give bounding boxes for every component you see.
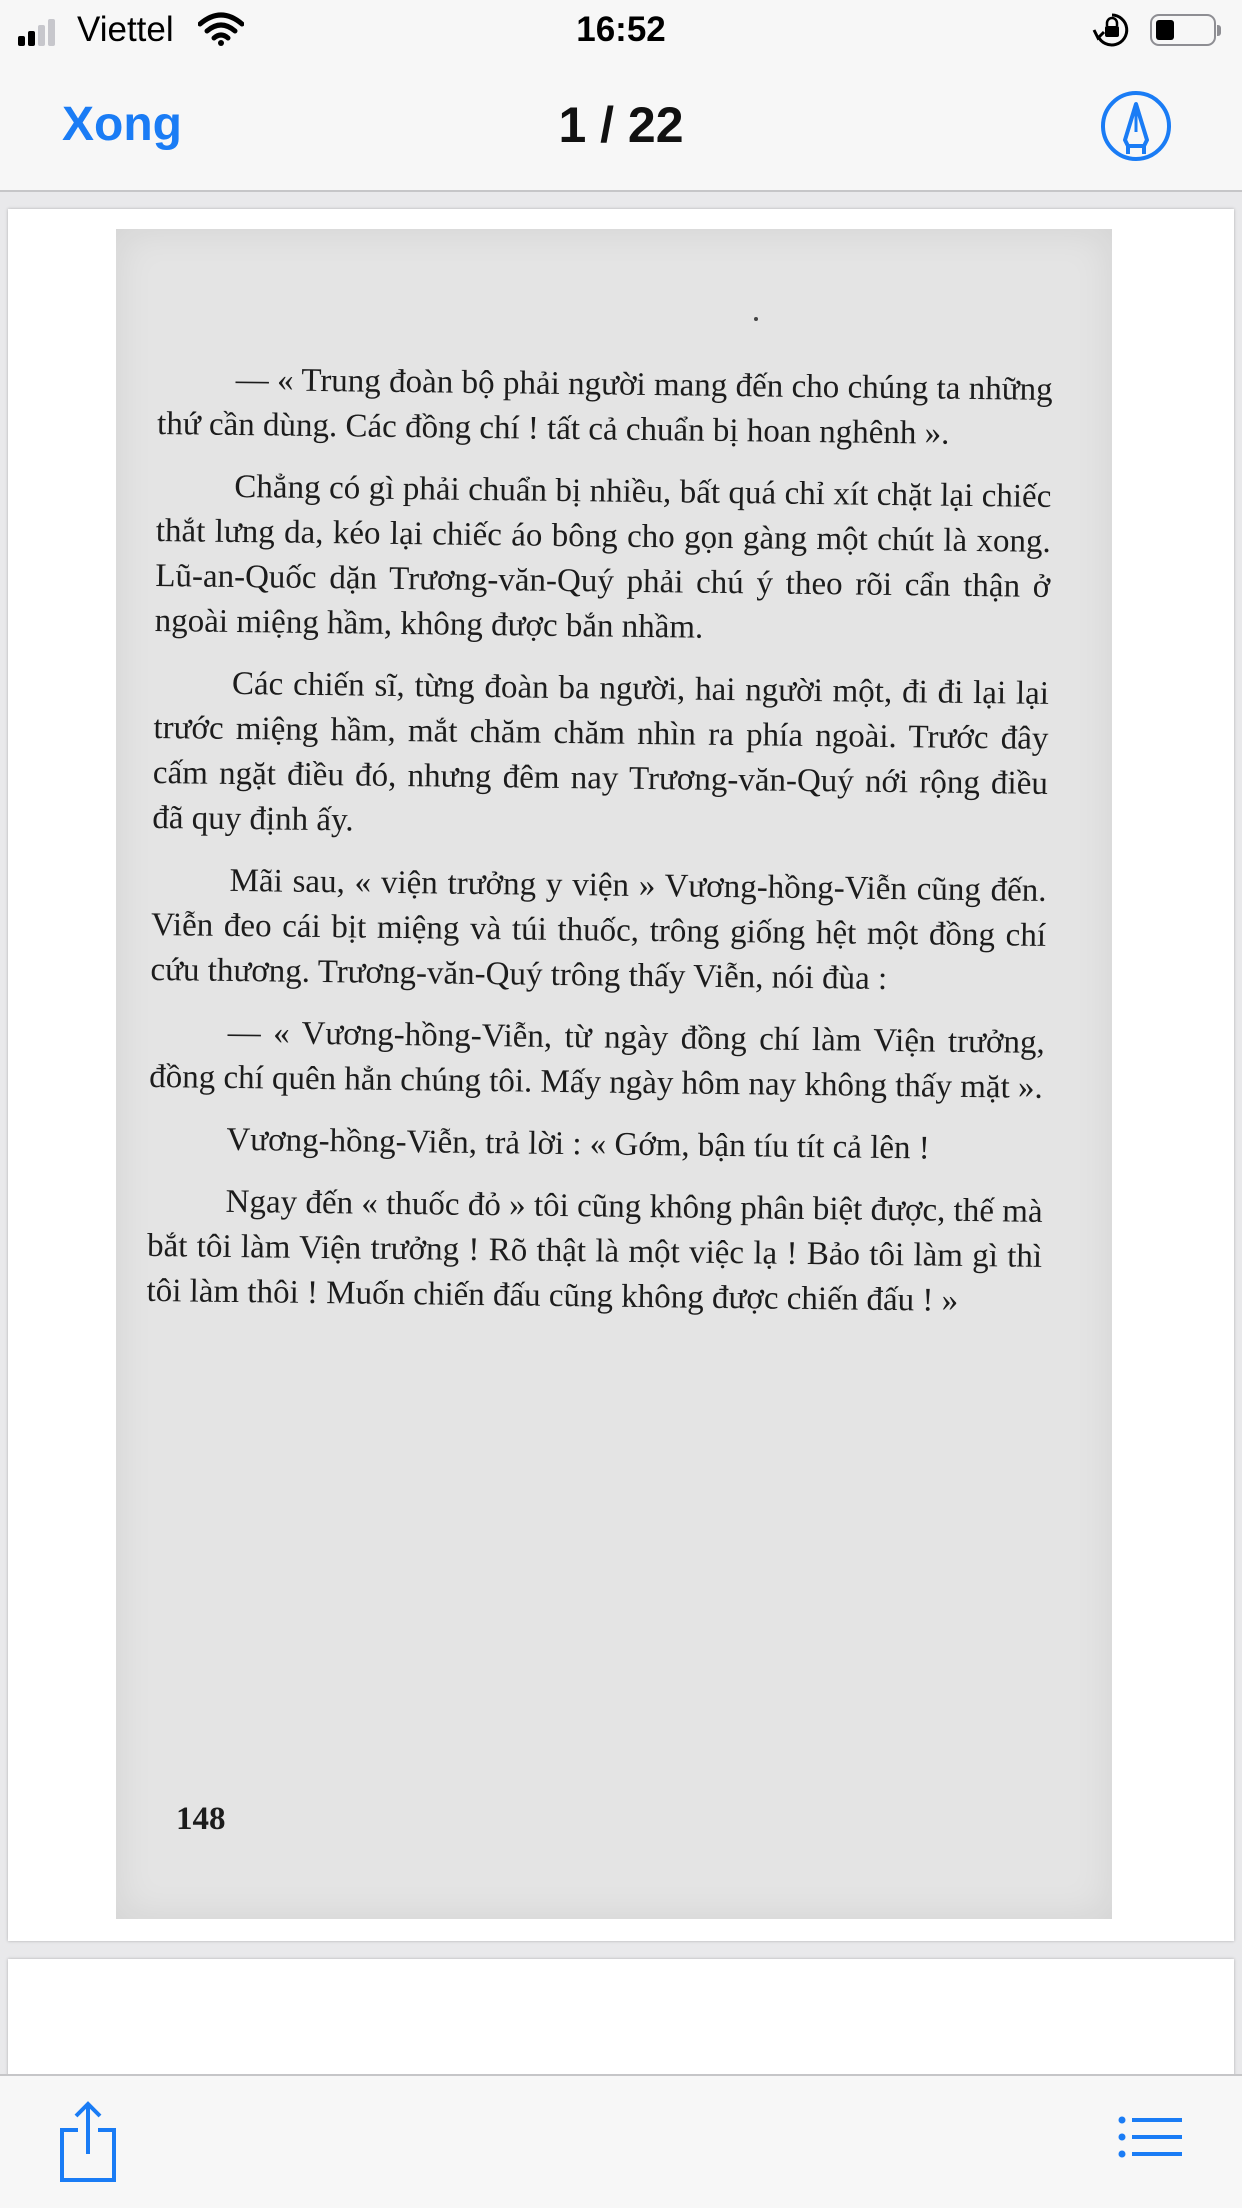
paragraph: Vương-hồng-Viễn, trả lời : « Gớm, bận tíu tít cả lên ! (226, 1121, 930, 1167)
page-number: 148 (176, 1801, 226, 1837)
status-bar (0, 0, 1242, 60)
page-text (146, 357, 1053, 1342)
bottom-toolbar (0, 2074, 1242, 2208)
page-indicator: 1 / 22 (558, 97, 684, 153)
clock: 16:52 (576, 10, 666, 49)
carrier-name: Viettel (77, 10, 174, 49)
share-icon[interactable] (56, 2100, 120, 2184)
document-page (8, 209, 1234, 1941)
paragraph: — « Vương-hồng-Viễn, từ ngày đồng chí làm Viện trưởng, đồng chí quên hẳn chúng tôi. Mấy ngày hôm nay không thấy mặt ». (148, 1014, 1045, 1106)
battery-icon (1150, 14, 1216, 46)
paragraph: Ngay đến « thuốc đỏ » tôi cũng không phân biệt được, thế mà bắt tôi làm Viện trưởng ! Rõ thật là một việc lạ ! Bảo tôi làm gì thì tôi làm thôi ! Muốn chiến đấu cũng không được chiến đấu ! » (146, 1183, 1043, 1319)
navigation-bar (0, 60, 1242, 192)
paragraph: Mãi sau, « viện trưởng y viện » Vương-hồng-Viễn cũng đến. Viễn đeo cái bịt miệng và túi thuốc, trông giống hệt một đồng chí cứu thương. Trương-văn-Quý trông thấy Viễn, nói đùa : (150, 862, 1047, 997)
document-viewer[interactable] (0, 192, 1242, 2074)
done-button[interactable]: Xong (62, 98, 182, 151)
orientation-lock-icon (1092, 12, 1132, 48)
next-page-preview (8, 1959, 1234, 2074)
scanned-page-image (116, 229, 1112, 1919)
paragraph: — « Trung đoàn bộ phải người mang đến cho chúng ta những thứ cần dùng. Các đồng chí ! tất cả chuẩn bị hoan nghênh ». (156, 361, 1053, 452)
paragraph: Chẳng có gì phải chuẩn bị nhiều, bất quá chỉ xít chặt lại chiếc thắt lưng da, kéo lại chiếc áo bông cho gọn gàng một chút là xong. Lũ-an-Quốc dặn Trương-văn-Quý phải chú ý theo rõi cẩn thận ở ngoài miệng hầm, không được bắn nhầm. (154, 468, 1052, 646)
list-icon[interactable] (1118, 2116, 1182, 2158)
paragraph: Các chiến sĩ, từng đoàn ba người, hai người một, đi đi lại lại trước miệng hầm, mắt chăm chăm nhìn ra phía ngoài. Trước đây cấm ngặt điều đó, nhưng đêm nay Trương-văn-Quý nới rộng điều đã quy định ấy. (152, 665, 1050, 839)
markup-pen-icon[interactable] (1100, 90, 1172, 162)
